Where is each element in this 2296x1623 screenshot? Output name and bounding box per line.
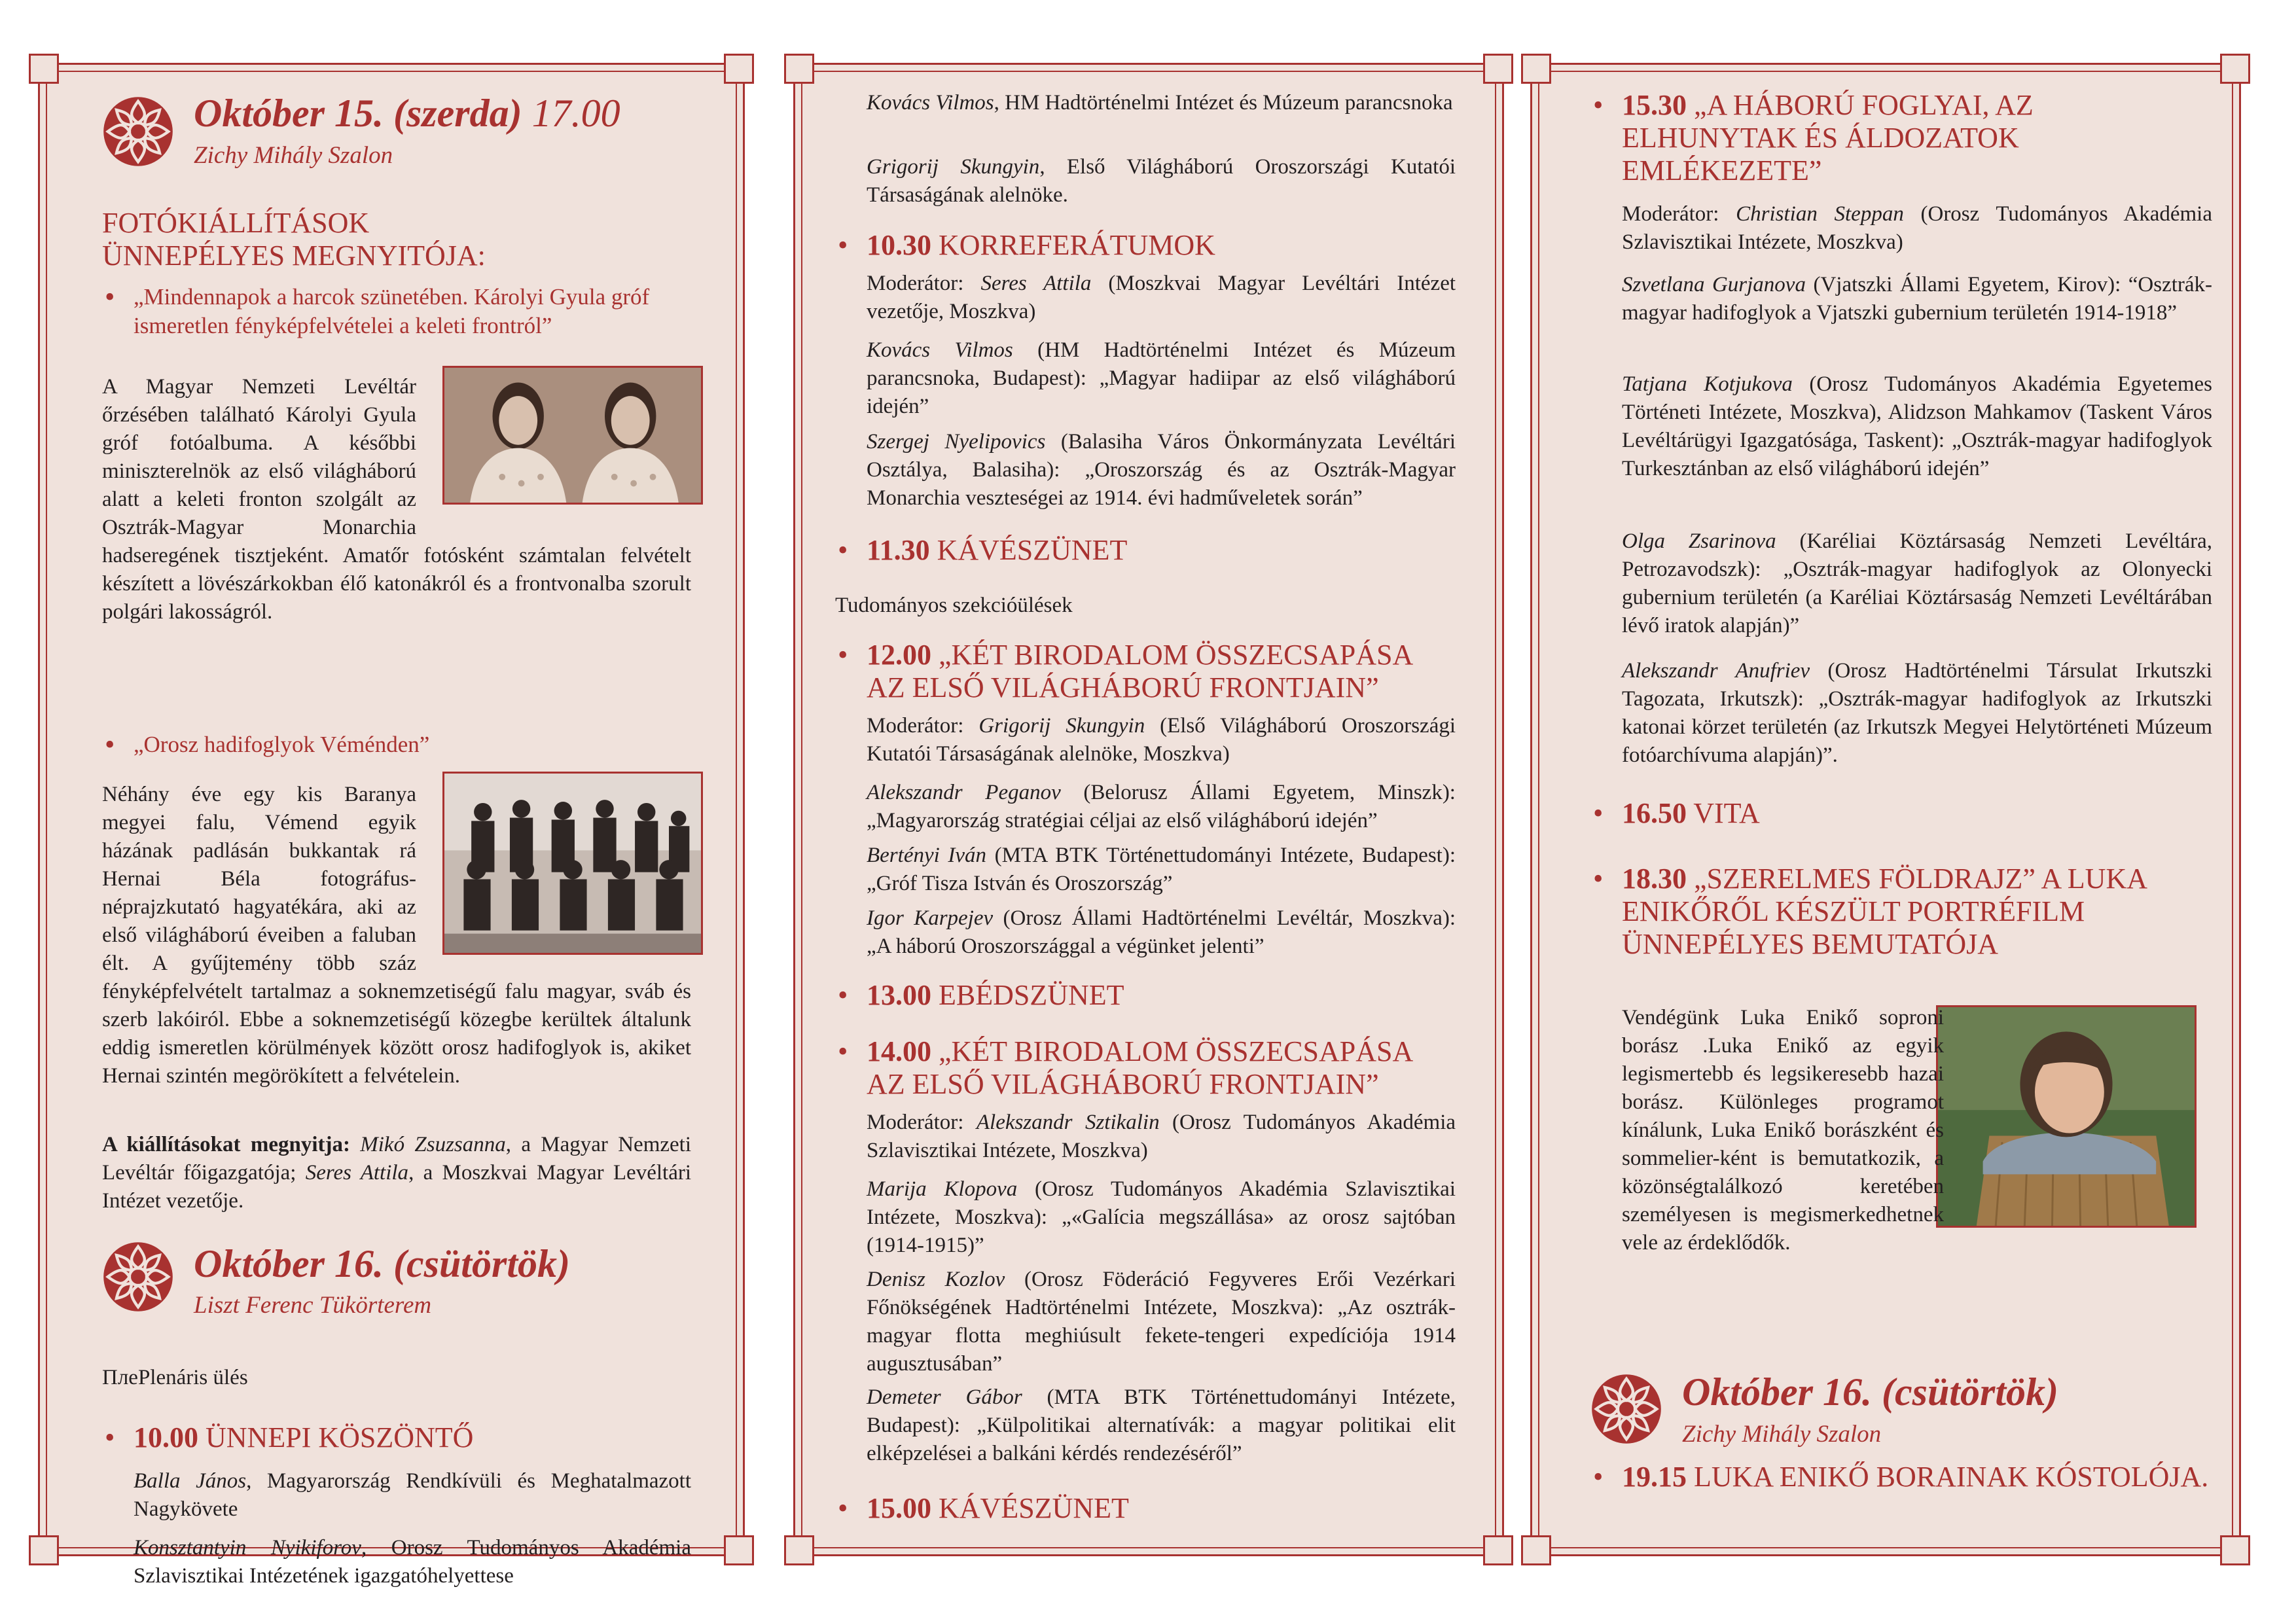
guest-text: Vendégünk Luka Enikő soproni borász .Luka Enikő az egyik legismertebb és legsikeresebb hazai borász. Különleges programot kínálunk, Luka Enikő borászként és sommelier-ként is bemutatkozik, a közönségtalálkozó keretében személyesen is megismerkedhetnek vele az érdeklődők. (1622, 1006, 1944, 1255)
item-1400: • 14.00 „KÉT BIRODALOM ÖSSZECSAPÁSA AZ ELSŐ VILÁGHÁBORÚ FRONTJAIN” (835, 1035, 1456, 1101)
venue-zichy-evening: Zichy Mihály Szalon (1682, 1421, 1882, 1448)
section-title: FOTÓKIÁLLÍTÁSOK ÜNNEPÉLYES MEGNYITÓJA: (102, 207, 486, 272)
exhibit1-title: • „Mindennapok a harcok szünetében. Károlyi Gyula gróf ismeretlen fényképfelvételei a keleti frontról” (102, 283, 691, 340)
talk-karpejev: Igor Karpejev (Orosz Állami Hadtörténelmi Levéltár, Moszkva): „A háború Oroszországgal a végünket jelenti” (867, 906, 1456, 958)
talk-gurjanova: Szvetlana Gurjanova (Vjatszki Állami Egyetem, Kirov): “Osztrák-magyar hadifoglyok a Vjatszki gubernium területén 1914-1918” (1622, 273, 2213, 325)
moderator-2: Moderátor: Grigorij Skungyin (Első Világháború Oroszországi Kutatói Társaságának alelnöke, Moszkva) (867, 714, 1456, 766)
talk-kovacs: Kovács Vilmos (HM Hadtörténelmi Intézet és Múzeum parancsnoka, Budapest): „Magyar hadiipar az első világháború idején” (867, 338, 1456, 418)
talk-demeter: Demeter Gábor (MTA BTK Történettudományi Intézete, Budapest): „Külpolitikai alternatívák: a magyar politikai elit elképzelései a balkáni kérdés rendezéséről” (867, 1385, 1456, 1465)
item-1500: • 15.00 KÁVÉSZÜNET (835, 1492, 1456, 1525)
item-1530: • 15.30 „A HÁBORÚ FOGLYAI, AZ ELHUNYTAK ÉS ÁLDOZATOK EMLÉKEZETE” (1590, 89, 2212, 187)
item-1000: • 10.00 ÜNNEPI KÖSZÖNTŐ (102, 1421, 691, 1454)
rosette-logo-icon (102, 96, 174, 168)
talk-bertenyi: Bertényi Iván (MTA BTK Történettudományi Intézete, Budapest): „Gróf Tisza István és Oroszország” (867, 844, 1456, 895)
rosette-logo-icon (102, 1241, 174, 1313)
panel-left (38, 63, 745, 1588)
item-1130: • 11.30 KÁVÉSZÜNET (835, 534, 1456, 567)
speaker-kovacs: Kovács Vilmos, HM Hadtörténelmi Intézet és Múzeum parancsnoka (867, 91, 1453, 115)
item-1300: • 13.00 EBÉDSZÜNET (835, 979, 1456, 1012)
day-title-oct16: Október 16. (csütörtök) (194, 1242, 570, 1285)
moderator-3: Moderátor: Alekszandr Sztikalin (Orosz Tudományos Akadémia Szlavisztikai Intézete, Moszkva) (867, 1111, 1456, 1162)
talk-klopova: Marija Klopova (Orosz Tudományos Akadémia Szlavisztikai Intézete, Moszkva): „«Galícia megszállása» az orosz sajtóban (1914-1915)” (867, 1177, 1456, 1257)
speaker-balla: Balla János, Magyarország Rendkívüli és Meghatalmazott Nagykövete (134, 1469, 692, 1521)
talk-zsarinova: Olga Zsarinova (Karéliai Köztársaság Nemzeti Levéltára, Petrozavodszk): „Osztrák-magyar hadifoglyok az Olonyecki gubernium területén (a Karéliai Köztársaság Nemzeti Levéltárában lévő iratok alapján)” (1622, 529, 2212, 637)
exhibit1-text: A Magyar Nemzeti Levéltár őrzésében található Károlyi Gyula gróf fotóalbuma. A későbbi miniszterelnök az első világháború alatt a keleti fronton szolgált az Osztrák-Magyar Monarchia hadseregének tisztjeként. Amatőr fotósként számtalan felvételt készített a lövészárkokban élő katonákról és a frontvonalba szorult polgári lakosságról. (102, 375, 691, 624)
panel-right (1530, 63, 2241, 1556)
panel-middle (793, 63, 1504, 1556)
sessions-label: Tudományos szekcióülések (835, 594, 1073, 617)
talk-peganov: Alekszandr Peganov (Belorusz Állami Egyetem, Minszk): „Magyarország stratégiai céljai az első világháború idején” (867, 781, 1456, 832)
item-1915: • 19.15 LUKA ENIKŐ BORAINAK KÓSTOLÓJA. (1590, 1461, 2212, 1493)
plenary-label: ПлеPlenáris ülés (102, 1366, 248, 1389)
item-1830: • 18.30 „SZERELMES FÖLDRAJZ” A LUKA ENIKŐRŐL KÉSZÜLT PORTRÉFILM ÜNNEPÉLYES BEMUTATÓJA (1590, 863, 2212, 961)
speaker-nyikiforov: Konsztantyin Nyikiforov, Orosz Tudományos Akadémia Szlavisztikai Intézetének igazgatóhelyettese (134, 1536, 691, 1588)
day-title-oct15: Október 15. (szerda) 17.00 (194, 92, 620, 135)
day-title-oct16-evening: Október 16. (csütörtök) (1682, 1370, 2058, 1414)
exhibit2-title: • „Orosz hadifoglyok Véménden” (102, 730, 691, 759)
item-1650: • 16.50 VITA (1590, 797, 2212, 830)
talk-kotjukova: Tatjana Kotjukova (Orosz Tudományos Akadémia Egyetemes Történeti Intézete, Moszkva), Alidzson Mahkamov (Taskent Város Levéltárügyi Igazgatósága, Taskent): „Osztrák-magyar hadifoglyok Turkesztánban az első világháború idején” (1622, 372, 2212, 480)
speaker-skungyin: Grigorij Skungyin, Első Világháború Oroszországi Kutatói Társaságának alelnöke. (867, 155, 1456, 207)
moderator-4: Moderátor: Christian Steppan (Orosz Tudományos Akadémia Szlavisztikai Intézete, Moszkva) (1622, 202, 2212, 254)
exhibit2-text: Néhány éve egy kis Baranya megyei falu, Vémend egyik házának padlásán bukkantak rá Hernai Béla fotográfus-néprajzkutató hagyatékára, aki az első világháború éveiben a faluban élt. A gyűjtemény több száz fényképfelvételt tartalmaz a soknemzetiségű falu magyar, sváb és szerb lakóiról. Ebbe a soknemzetiségű közegbe kerültek általunk eddig ismeretlen körülmények között orosz hadifoglyok is, akiket Hernai szintén megörökített a felvételein. (102, 783, 691, 1088)
venue-zichy: Zichy Mihály Szalon (194, 142, 393, 169)
moderator-1: Moderátor: Seres Attila (Moszkvai Magyar Levéltári Intézet vezetője, Moszkva) (867, 272, 1456, 323)
item-1200: • 12.00 „KÉT BIRODALOM ÖSSZECSAPÁSA AZ ELSŐ VILÁGHÁBORÚ FRONTJAIN” (835, 639, 1456, 704)
item-1030: • 10.30 KORREFERÁTUMOK (835, 229, 1456, 262)
talk-kozlov: Denisz Kozlov (Orosz Föderáció Fegyveres Erői Vezérkari Főnökségének Hadtörténelmi Intézete, Moszkva): „Az osztrák-magyar flotta meghiúsult fekete-tengeri expedíciója 1914 augusztusában” (867, 1268, 1456, 1376)
talk-anufriev: Alekszandr Anufriev (Orosz Hadtörténelmi Társulat Irkutszki Tagozata, Irkutszk): „Osztrák-magyar hadifoglyok az Irkutszki katonai körzet területén (az Irkutszk Megyei Helytörténeti Múzeum fotóarchívuma alapján)”. (1622, 659, 2213, 767)
rosette-logo-icon (1590, 1373, 1662, 1445)
talk-nyelipovics: Szergej Nyelipovics (Balasiha Város Önkormányzata Levéltári Osztálya, Balasiha): „Oroszország és az Osztrák-Magyar Monarchia veszteségei az 1914. évi hadműveletek során” (867, 430, 1456, 510)
venue-liszt: Liszt Ferenc Tükörterem (194, 1292, 432, 1319)
opening-text: A kiállításokat megnyitja: Mikó Zsuzsanna, a Magyar Nemzeti Levéltár főigazgatója; Seres Attila, a Moszkvai Magyar Levéltári Intézet vezetője. (102, 1133, 691, 1213)
